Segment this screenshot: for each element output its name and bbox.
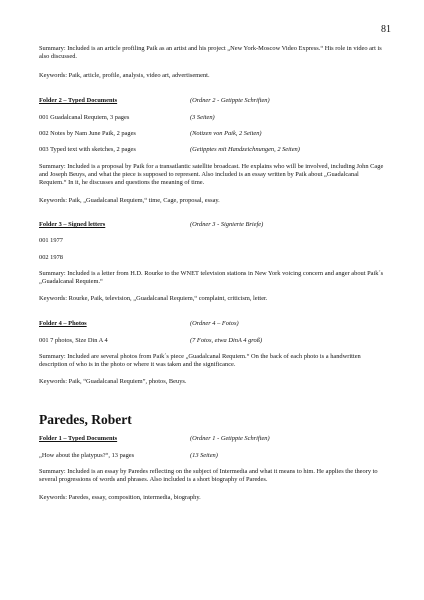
folder-title-german: (Ordner 4 – Fotos) bbox=[190, 320, 239, 327]
folder-item-row bbox=[39, 237, 387, 245]
item-label-german: (3 Seiten) bbox=[190, 114, 215, 121]
keywords-line: Keywords: Paik, article, profile, analysis, video art, advertisement. bbox=[39, 72, 210, 79]
summary-paragraph: Summary: Included is an article profiling Paik as an artist and his project „New York-Moscow Video Express.“ His role in video art is also discussed. bbox=[39, 45, 382, 61]
item-label-german: (Notizen von Paik, 2 Seiten) bbox=[190, 130, 262, 137]
folder-title: Folder 3 – Signed letters bbox=[39, 221, 106, 228]
item-label: 001 Guadalcanal Requiem, 3 pages bbox=[39, 114, 130, 121]
summary-paragraph: Summary: Included are several photos from Paik´s piece „Guadalcanal Requiem.“ On the back of each photo is a handwritten description of who is in the photo or where it was taken and the significance. bbox=[39, 353, 361, 369]
keywords-line: Keywords: Paik, “Guadalcanal Requiem”, photos, Beuys. bbox=[39, 378, 187, 385]
keywords-line: Keywords: Paredes, essay, composition, intermedia, biography. bbox=[39, 494, 201, 501]
folder-item-row bbox=[39, 146, 387, 154]
item-label: 002 Notes by Nam June Paik, 2 pages bbox=[39, 130, 136, 137]
folder-heading-row bbox=[39, 97, 387, 105]
folder-item-row bbox=[39, 254, 387, 262]
artist-heading: Paredes, Robert bbox=[39, 412, 132, 427]
folder-title-german: (Ordner 1 - Getippte Schriften) bbox=[190, 435, 270, 442]
folder-heading-row bbox=[39, 221, 387, 229]
page-number: 81 bbox=[381, 24, 391, 35]
summary-paragraph: Summary: Included is a proposal by Paik for a transatlantic satellite broadcast. He explains who will be involved, including John Cage and Joseph Beuys, and what the piece is supposed to represent. Also included is an essay written by Paik about „Guadalcanal Requiem.“ In it, he discusses and questions the meaning of time. bbox=[39, 163, 384, 187]
item-label: 002 1978 bbox=[39, 254, 63, 261]
folder-title: Folder 4 – Photos bbox=[39, 320, 87, 327]
folder-heading-row bbox=[39, 435, 387, 443]
keywords-line: Keywords: Paik, „Guadalcanal Requiem,“ time, Cage, proposal, essay. bbox=[39, 197, 220, 204]
item-label: 001 7 photos, Size Din A 4 bbox=[39, 337, 108, 344]
folder-title: Folder 1 – Typed Documents bbox=[39, 435, 118, 442]
summary-paragraph: Summary: Included is an essay by Paredes reflecting on the subject of Intermedia and what it means to him. He applies the theory to several progressions of words and phrases. Also included is a short biography of Paredes. bbox=[39, 468, 378, 484]
item-label-german: (7 Fotos, etwa DinA 4 groß) bbox=[190, 337, 263, 344]
folder-heading-row bbox=[39, 320, 387, 328]
keywords-line: Keywords: Rourke, Paik, television, „Guadalcanal Requiem,“ complaint, criticism, letter. bbox=[39, 295, 268, 302]
item-label: „How about the platypus?“, 13 pages bbox=[39, 452, 135, 459]
folder-item-row bbox=[39, 337, 387, 345]
item-label: 001 1977 bbox=[39, 237, 63, 244]
folder-title: Folder 2 – Typed Documents bbox=[39, 97, 118, 104]
item-label-german: (13 Seiten) bbox=[190, 452, 218, 459]
folder-item-row bbox=[39, 130, 387, 138]
folder-title-german: (Ordner 3 - Signierte Briefe) bbox=[190, 221, 264, 228]
folder-item-row bbox=[39, 114, 387, 122]
summary-paragraph: Summary: Included is a letter from H.D. Rourke to the WNET television stations in New York voicing concern and anger about Paik´s „Guadalcanal Requiem.“ bbox=[39, 270, 384, 286]
item-label-german: (Getipptes mit Handzeichnungen, 2 Seiten) bbox=[190, 146, 300, 153]
item-label: 003 Typed text with sketches, 2 pages bbox=[39, 146, 136, 153]
folder-title-german: (Ordner 2 - Getippte Schriften) bbox=[190, 97, 270, 104]
folder-item-row bbox=[39, 452, 387, 460]
